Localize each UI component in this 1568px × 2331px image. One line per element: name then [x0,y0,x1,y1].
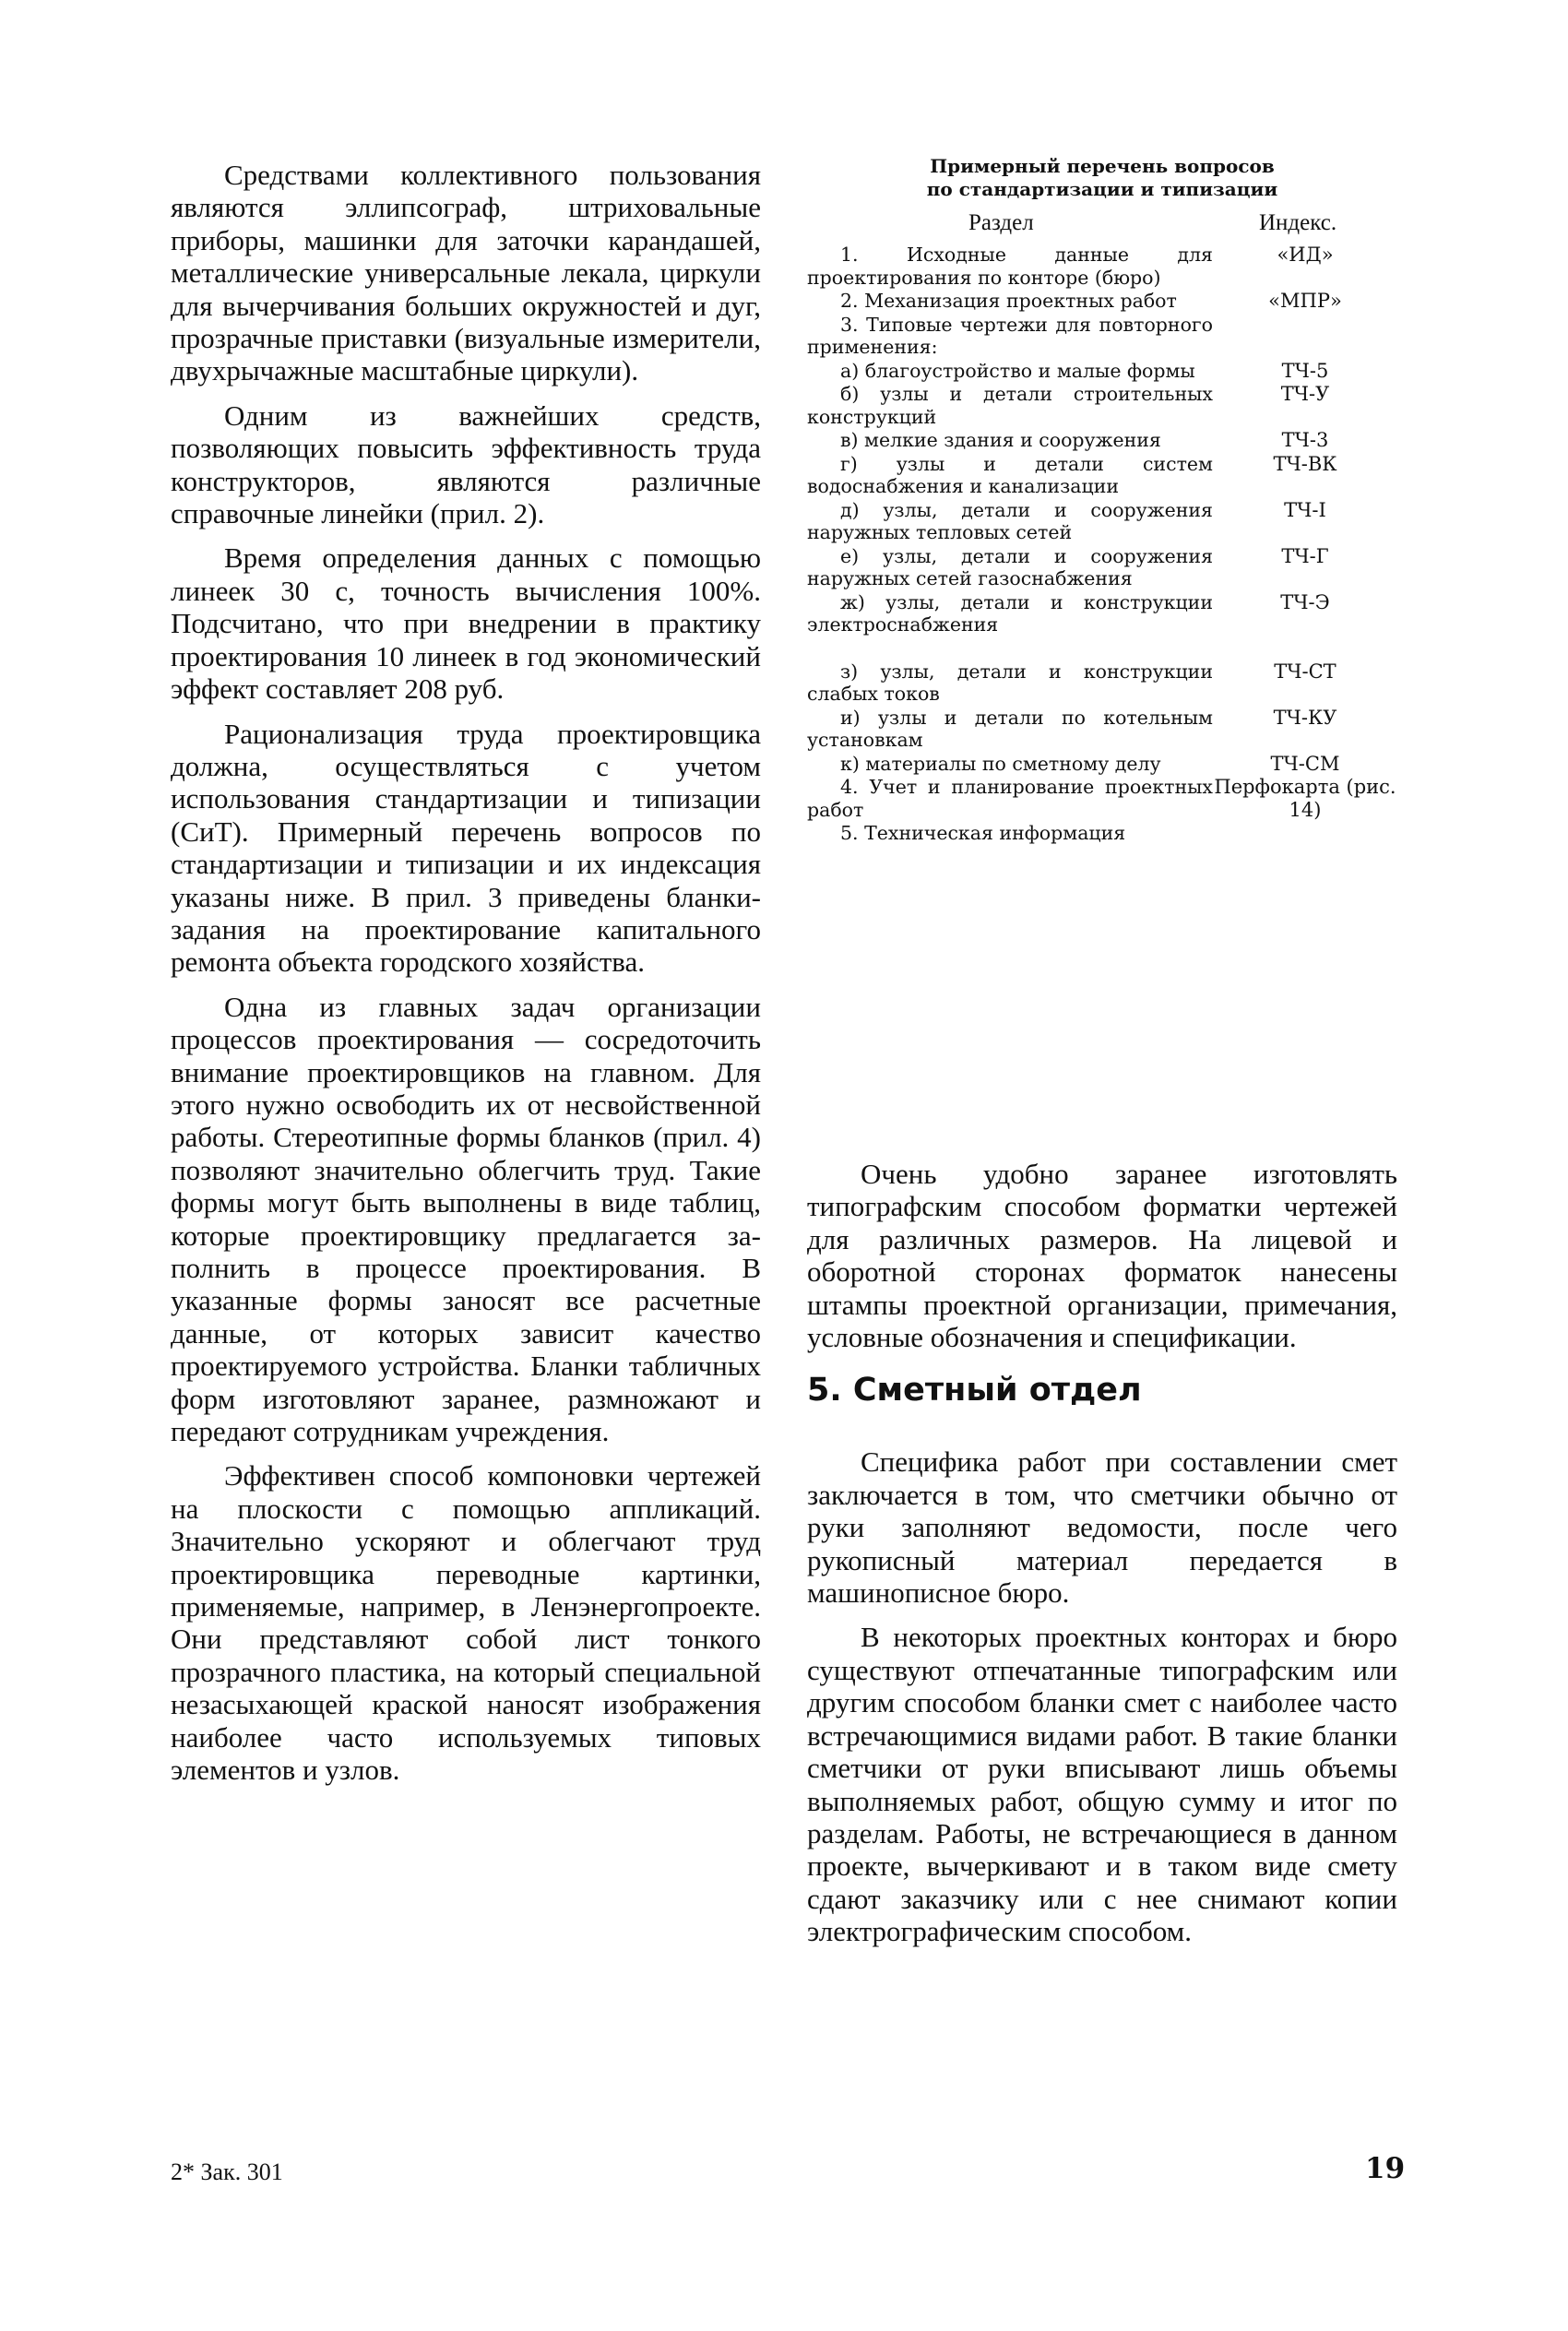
table-row [807,660,1397,706]
row-section: г) узлы и детали систем водоснабжения и канализации [807,452,1213,497]
section-heading: 5. Сметный отдел [807,1372,1142,1409]
table-row [807,314,1397,359]
table-row [807,360,1397,383]
table-row [807,244,1397,289]
table-row [807,707,1397,752]
row-index: ТЧ-КУ [1273,706,1337,729]
table-row [807,545,1397,590]
paragraph: Рационализация труда проектировщика должна, осуществляться с учетом использования стандартизации и типизации (СиТ). Примерный перечень вопросов по стандартизации и типизации и их индексация указаны ниже. В прил. 3 приведены бланки-задания на проектирование капитального ремонта объекта городского хозяйства. [171,717,761,979]
row-section: д) узлы, детали и сооружения наружных тепловых сетей [807,498,1213,543]
row-section: в) мелкие здания и сооружения [840,429,1161,451]
paragraph: Одна из главных задач организации процессов проектирования — сосредоточить внимание проектировщиков на главном. Для этого нужно освободить их от несвойственной работы. Стереотипные формы бланков (прил. 4) позволяют значительно облегчить труд. Такие формы могут быть выполнены в виде таблиц, которые проектировщику предлагается заполнить в процессе проектирования. В указанные формы заносят все расчетные данные, от которых зависит качество проектируемого устройства. Бланки табличных форм изготовляют заранее, размножают и передают сотрудникам учреждения. [171,990,761,1448]
page-number: 19 [1365,2152,1406,2185]
row-index: «ИД» [1277,244,1334,266]
paragraph: Время определения данных с помощью линеек 30 с, точность вычисления 100%. Подсчитано, что при внедрении в практику проектирования 10 линеек в год экономический эффект составляет 208 руб. [171,541,761,706]
row-section: 4. Учет и планирование проектных работ [807,776,1213,821]
row-section: 2. Механизация проектных работ [840,290,1177,312]
row-index: Перфокарта (рис. 14) [1214,776,1396,821]
paragraph: Одним из важнейших средств, позволяющих повысить эффективность труда конструкторов, являются различные справочные линейки (прил. 2). [171,398,761,530]
row-index: ТЧ-У [1280,383,1330,405]
row-index: ТЧ-СТ [1274,660,1336,683]
table-row [807,453,1397,498]
row-index: ТЧ-Э [1280,590,1330,613]
left-column [171,159,761,1799]
paragraph: В некоторых проектных конторах и бюро существуют отпечатанные типографским или другим способом бланки смет с наиболее часто встречающимися видами работ. В такие бланки сметчики от руки вписывают лишь объемы выполняемых работ, общую сумму и итог по разделам. Работы, не встречающиеся в данном проекте, вычеркивают и в таком виде смету сдают заказчику или с нее снимают копии электрографическим способом. [807,1621,1397,1948]
table-title [807,155,1397,201]
paragraph: Средствами коллективного пользования являются эллипсограф, штриховальные приборы, машинки для заточки карандашей, металлические универсальные лекала, циркули для вычерчивания больших окружностей и дуг, прозрачные приставки (визуальные измерители, двухрычажные масштабные циркули). [171,159,761,387]
standardization-table [807,155,1397,846]
row-index: ТЧ-5 [1281,359,1329,382]
right-column-text [807,1158,1397,1960]
table-row [807,776,1397,821]
row-section: 3. Типовые чертежи для повторного применения: [807,313,1213,358]
print-signature: 2* Зак. 301 [171,2159,283,2185]
row-section: е) узлы, детали и сооружения наружных сетей газоснабжения [807,544,1213,589]
row-index: ТЧ-Г [1281,544,1329,567]
table-row [807,429,1397,452]
row-section: 5. Техническая информация [840,822,1126,844]
column-header-index: Индекс. [1259,210,1337,235]
row-index: «МПР» [1268,290,1342,312]
table-row [807,822,1397,845]
row-section: з) узлы, детали и конструкции слабых токов [807,660,1213,705]
table-row [807,499,1397,544]
row-section: б) узлы и детали строительных конструкций [807,383,1213,428]
row-section: а) благоустройство и малые формы [840,359,1195,382]
table-row [807,591,1397,636]
row-index: ТЧ-I [1284,498,1326,521]
paragraph: Эффективен способ компоновки чертежей на плоскости с помощью аппликаций. Значительно ускоряют и облегчают труд проектировщика переводные картинки, применяемые, например, в Ленэнергопроекте. Они представляют собой лист тонкого прозрачного пластика, на который специальной незасыхающей краской наносят изображения наиболее часто используемых типовых элементов и узлов. [171,1459,761,1787]
row-section: ж) узлы, детали и конструкции электроснабжения [807,590,1213,636]
row-index: ТЧ-СМ [1270,752,1340,775]
row-index: ТЧ-ВК [1273,452,1337,475]
table-row [807,753,1397,776]
table-title-line: Примерный перечень вопросов [930,155,1275,177]
row-section: и) узлы и детали по котельным установкам [807,706,1213,751]
paragraph: Очень удобно заранее изготовлять типографским способом форматки чертежей для различных размеров. На лицевой и оборотной сторонах форматок нанесены штампы проектной организации, примечания, условные обозначения и спецификации. [807,1158,1397,1354]
paragraph: Специфика работ при составлении смет заключается в том, что сметчики обычно от руки заполняют ведомости, после чего рукописный материал передается в машинописное бюро. [807,1445,1397,1610]
column-header-section: Раздел [968,210,1034,235]
row-section: к) материалы по сметному делу [840,752,1161,775]
table-row [807,290,1397,313]
table-title-line: по стандартизации и типизации [926,178,1278,200]
table-row [807,383,1397,428]
row-index: ТЧ-3 [1281,429,1329,451]
row-section: 1. Исходные данные для проектирования по конторе (бюро) [807,244,1213,289]
table-header [807,210,1397,244]
